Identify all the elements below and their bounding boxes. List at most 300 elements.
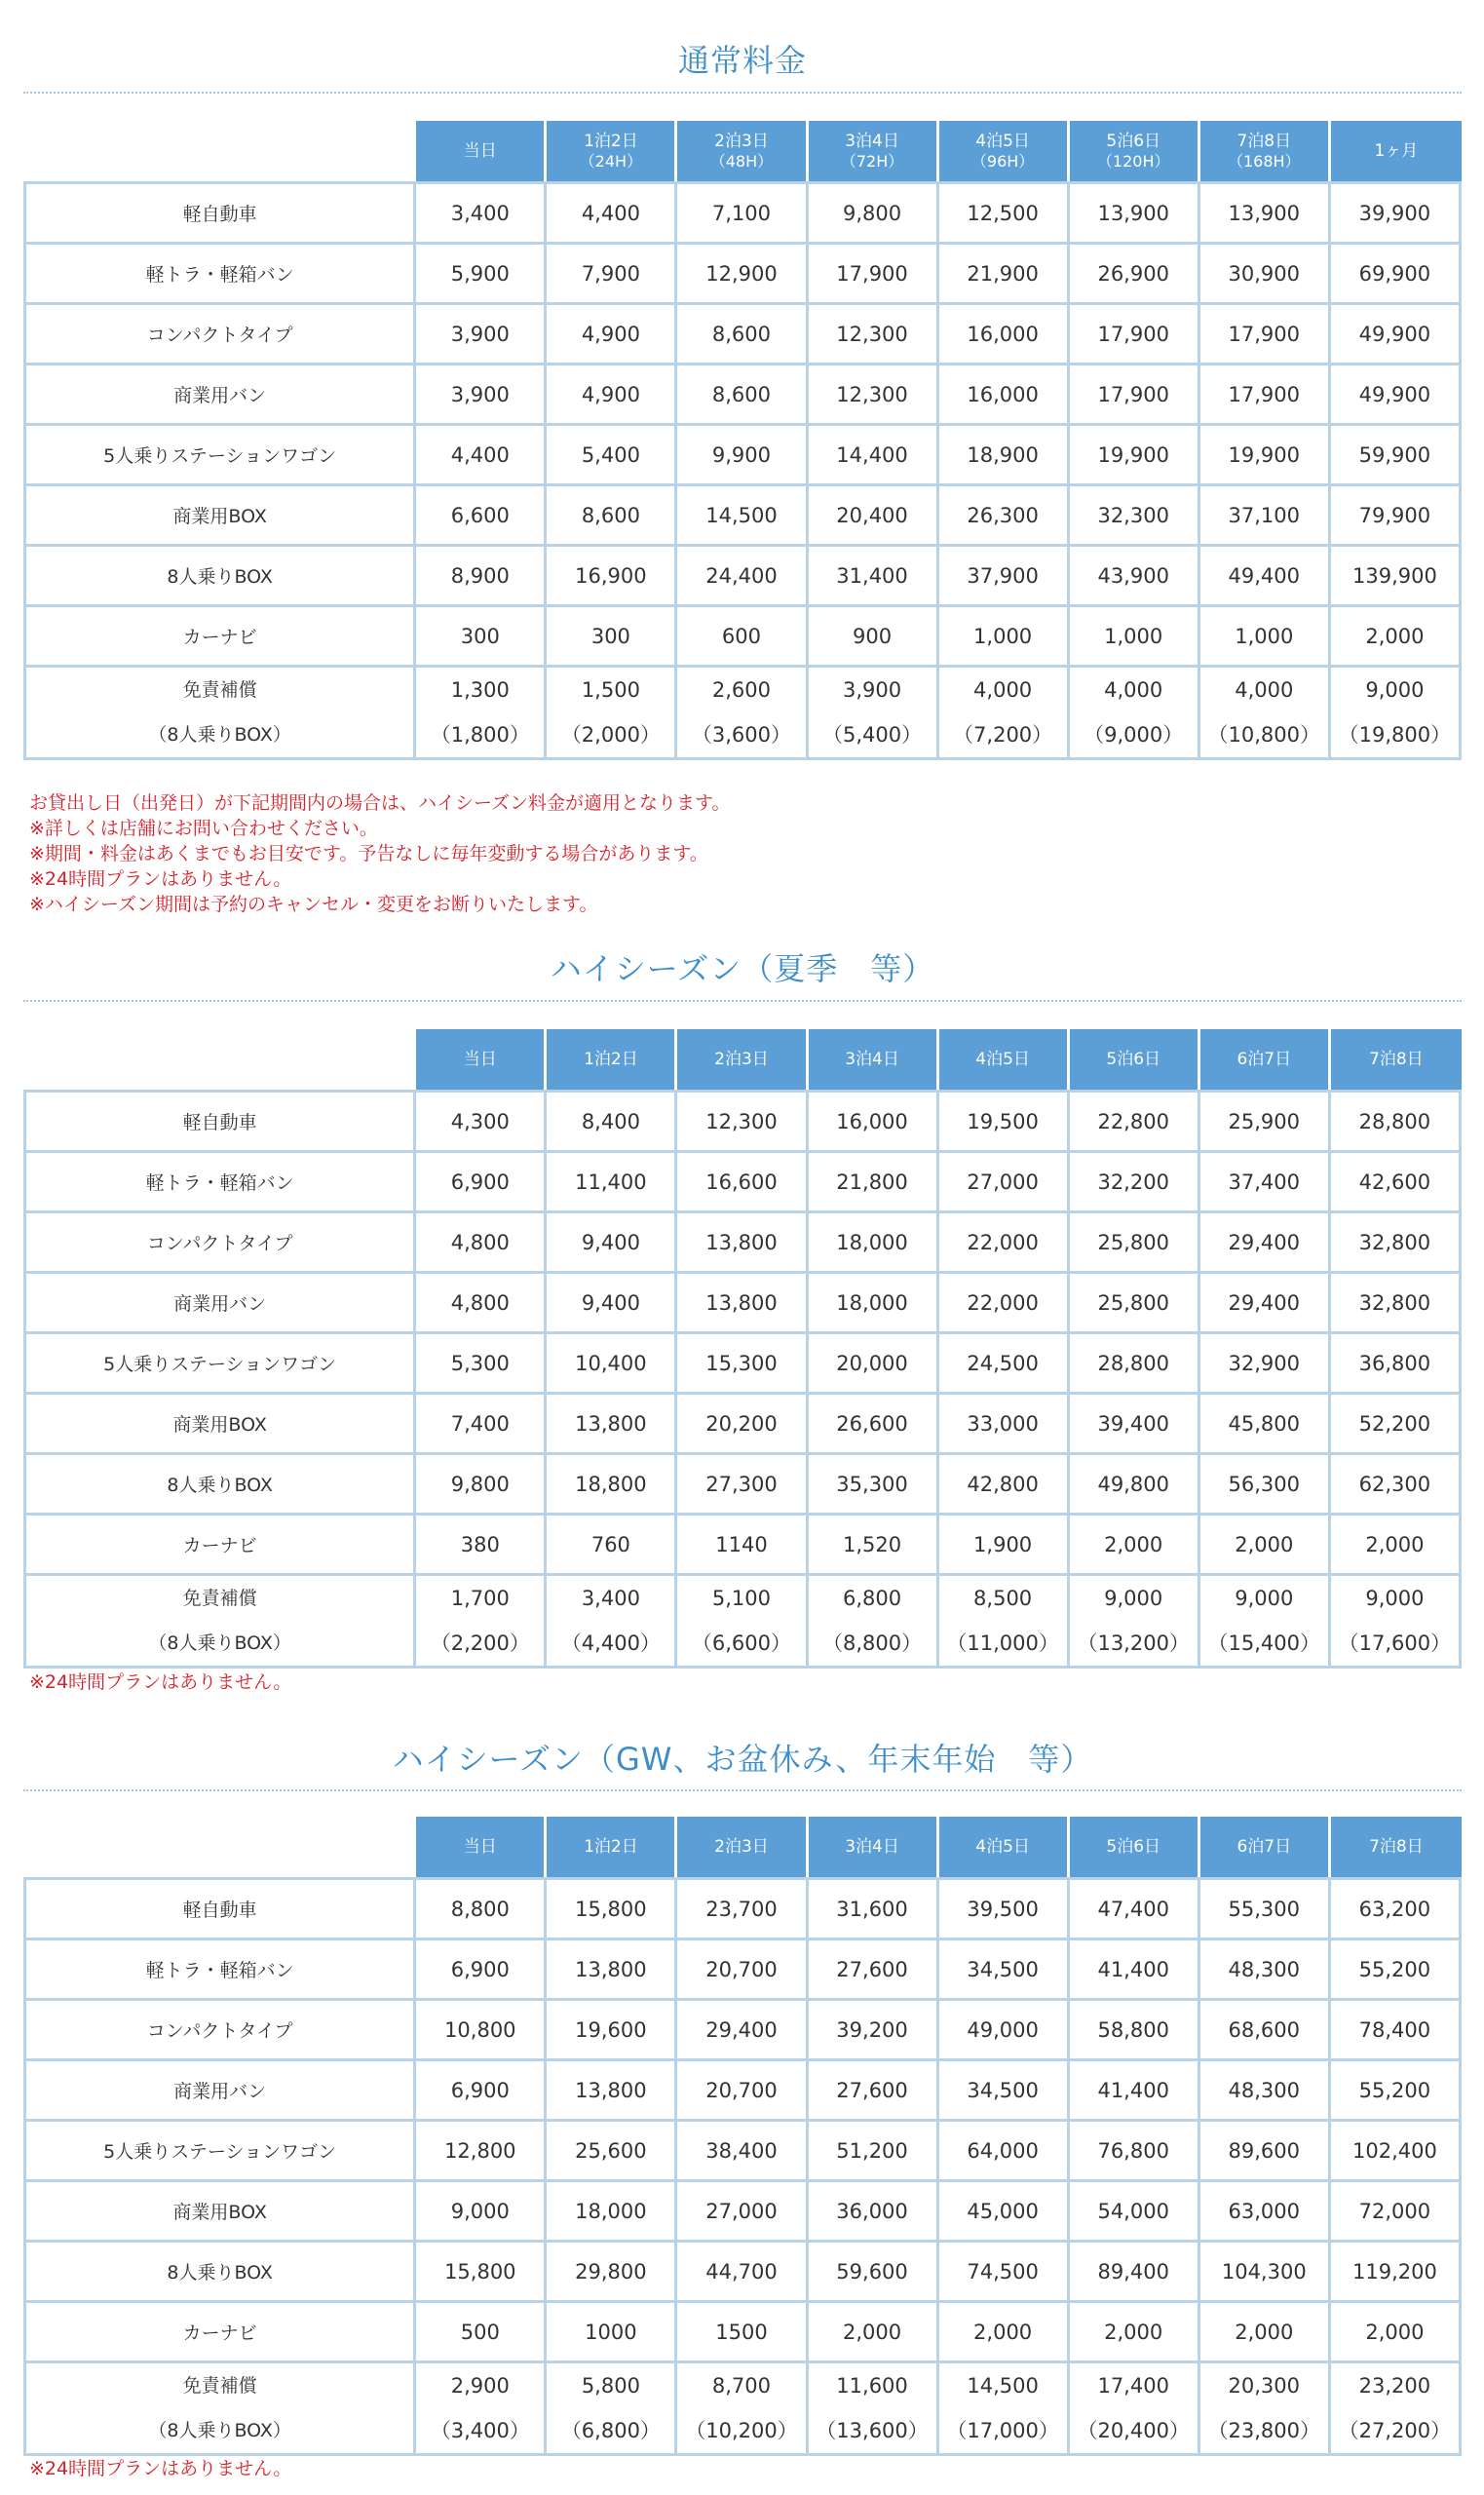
table-row [23,604,1462,665]
price-cell: 4,800 [416,1271,547,1331]
price-cell: 5,900 [416,242,547,302]
price-cell: 500 [416,2300,547,2361]
price-cell: 48,300 [1200,2058,1331,2119]
insurance-sub-price: （6,600） [691,1631,792,1655]
insurance-sub-price: （1,800） [430,723,530,747]
price-cell: 35,300 [809,1452,939,1513]
section-divider [23,1789,1462,1791]
price-cell: 8,800 [416,1877,547,1938]
price-cell: 1,000 [1070,604,1200,665]
table-row [23,1090,1462,1150]
price-cell: 32,900 [1200,1331,1331,1392]
insurance-sub-price: （8,800） [821,1631,923,1655]
insurance-sub-label: （8人乗りBOX） [148,724,291,746]
vehicle-label: コンパクトタイプ [23,1210,416,1271]
column-header-hours: （72H） [840,152,904,171]
section-title: ハイシーズン（GW、お盆休み、年末年始 等） [392,1741,1093,1778]
insurance-price-cell [547,665,677,760]
insurance-row [23,665,1462,760]
price-cell: 12,300 [809,302,939,363]
insurance-sub-price: （4,400） [560,1631,661,1655]
column-header-label: 2泊3日 [714,1050,769,1069]
price-cell: 39,400 [1070,1392,1200,1452]
column-header-label: 5泊6日 [1106,1050,1161,1069]
insurance-sub-price: （17,600） [1338,1631,1452,1655]
insurance-label: 免責補償 [182,679,257,701]
price-cell: 29,800 [547,2240,677,2300]
insurance-sub-price: （3,400） [430,2419,530,2442]
price-cell: 49,900 [1331,363,1462,423]
column-header-hours: （120H） [1096,152,1170,171]
price-cell: 104,300 [1200,2240,1331,2300]
column-header-label: 4泊5日 [975,1050,1030,1069]
price-cell: 12,300 [677,1090,808,1150]
insurance-sub-price: （11,000） [946,1631,1059,1655]
price-cell: 59,900 [1331,423,1462,483]
price-cell: 102,400 [1331,2119,1462,2179]
price-cell: 42,600 [1331,1150,1462,1210]
price-cell: 49,900 [1331,302,1462,363]
price-cell: 27,600 [809,1938,939,1998]
column-header-label: 当日 [463,141,497,161]
column-header-label: 3泊4日 [845,1837,899,1857]
column-header-label: 当日 [463,1050,497,1069]
column-header-label: 3泊4日 [845,132,899,151]
price-cell: 74,500 [939,2240,1070,2300]
price-cell: 37,400 [1200,1150,1331,1210]
column-header-label: 6泊7日 [1237,1837,1292,1857]
price-cell: 8,900 [416,544,547,604]
column-header [939,1817,1070,1877]
price-cell: 13,800 [677,1210,808,1271]
price-cell: 25,900 [1200,1090,1331,1150]
insurance-label: 免責補償 [182,2375,257,2397]
vehicle-label: 商業用バン [23,2058,416,2119]
table-row [23,544,1462,604]
insurance-price: 11,600 [836,2374,908,2398]
insurance-sub-price: （13,200） [1077,1631,1190,1655]
column-header-label: 4泊5日 [975,132,1030,151]
column-header [1200,121,1331,181]
price-cell: 11,400 [547,1150,677,1210]
table-row [23,1271,1462,1331]
insurance-price: 2,600 [711,678,772,702]
rate-table [23,121,1462,760]
rate-table [23,1817,1462,2456]
insurance-price: 1,300 [450,678,510,702]
insurance-row [23,1573,1462,1669]
price-cell: 49,400 [1200,544,1331,604]
price-cell: 43,900 [1070,544,1200,604]
price-cell: 10,400 [547,1331,677,1392]
price-cell: 39,500 [939,1877,1070,1938]
vehicle-label: 軽トラ・軽箱バン [23,1938,416,1998]
price-cell: 300 [416,604,547,665]
table-row [23,302,1462,363]
insurance-price-cell [1200,665,1331,760]
insurance-price: 1,700 [450,1587,510,1610]
price-cell: 1500 [677,2300,808,2361]
price-cell: 900 [809,604,939,665]
price-cell: 62,300 [1331,1452,1462,1513]
header-corner [23,1817,416,1877]
price-cell: 13,800 [547,1392,677,1452]
price-cell: 5,300 [416,1331,547,1392]
note-line: ※詳しくは店舗にお問い合わせください。 [29,818,378,839]
price-cell: 14,500 [677,483,808,544]
insurance-price-cell [677,2361,808,2456]
price-cell: 56,300 [1200,1452,1331,1513]
insurance-price-cell [1331,1573,1462,1669]
insurance-price-cell [677,665,808,760]
price-cell: 18,000 [809,1210,939,1271]
vehicle-label: 軽自動車 [23,181,416,242]
price-cell: 19,900 [1200,423,1331,483]
price-cell: 39,200 [809,1998,939,2058]
price-cell: 39,900 [1331,181,1462,242]
column-header-hours: （48H） [709,152,774,171]
price-cell: 38,400 [677,2119,808,2179]
price-cell: 20,700 [677,1938,808,1998]
price-cell: 78,400 [1331,1998,1462,2058]
column-header-label: 2泊3日 [714,132,769,151]
price-cell: 1000 [547,2300,677,2361]
insurance-price: 3,400 [581,1587,640,1610]
column-header-hours: （24H） [579,152,643,171]
vehicle-label: 軽自動車 [23,1090,416,1150]
price-cell: 1,000 [939,604,1070,665]
price-cell: 64,000 [939,2119,1070,2179]
column-header-label: 5泊6日 [1106,1837,1161,1857]
note-line: お貸出し日（出発日）が下記期間内の場合は、ハイシーズン料金が適用となります。 [29,792,731,814]
price-cell: 2,000 [1200,1513,1331,1573]
column-header [547,1817,677,1877]
notes-block [29,2456,291,2481]
table-row [23,1513,1462,1573]
price-cell: 45,800 [1200,1392,1331,1452]
price-cell: 19,600 [547,1998,677,2058]
column-header [1331,1029,1462,1090]
insurance-sub-price: （19,800） [1338,723,1452,747]
column-header [939,121,1070,181]
price-cell: 7,100 [677,181,808,242]
price-cell: 68,600 [1200,1998,1331,2058]
insurance-price: 8,700 [711,2374,772,2398]
column-header-label: 5泊6日 [1106,132,1161,151]
insurance-label-cell [23,1573,416,1669]
price-cell: 6,900 [416,1150,547,1210]
note-line: ※期間・料金はあくまでもお目安です。予告なしに毎年変動する場合があります。 [29,843,708,864]
insurance-price: 6,800 [842,1587,902,1610]
vehicle-label: 軽トラ・軽箱バン [23,242,416,302]
price-cell: 16,600 [677,1150,808,1210]
insurance-price-cell [1070,2361,1200,2456]
price-cell: 28,800 [1331,1090,1462,1150]
price-cell: 19,500 [939,1090,1070,1150]
column-header [1331,121,1462,181]
header-corner [23,1029,416,1090]
vehicle-label: 商業用バン [23,363,416,423]
insurance-sub-price: （2,000） [560,723,661,747]
insurance-sub-price: （2,200） [430,1631,530,1655]
table-row [23,2179,1462,2240]
price-cell: 27,000 [939,1150,1070,1210]
price-cell: 380 [416,1513,547,1573]
price-cell: 13,800 [547,1938,677,1998]
price-cell: 2,000 [1200,2300,1331,2361]
header-row [23,1029,1462,1090]
price-cell: 15,800 [416,2240,547,2300]
price-cell: 33,000 [939,1392,1070,1452]
price-cell: 19,900 [1070,423,1200,483]
price-cell: 22,800 [1070,1090,1200,1150]
price-cell: 20,000 [809,1331,939,1392]
vehicle-label: 商業用バン [23,1271,416,1331]
column-header-label: 3泊4日 [845,1050,899,1069]
price-cell: 2,000 [1070,2300,1200,2361]
price-cell: 2,000 [1331,604,1462,665]
price-cell: 26,600 [809,1392,939,1452]
insurance-price: 2,900 [450,2374,510,2398]
insurance-price: 5,100 [711,1587,772,1610]
column-header-label: 当日 [463,1837,497,1857]
price-cell: 31,600 [809,1877,939,1938]
insurance-price-cell [547,1573,677,1669]
price-cell: 48,300 [1200,1938,1331,1998]
price-cell: 34,500 [939,1938,1070,1998]
price-cell: 37,900 [939,544,1070,604]
price-cell: 32,800 [1331,1271,1462,1331]
insurance-price: 5,800 [581,2374,640,2398]
price-cell: 12,900 [677,242,808,302]
price-cell: 2,000 [939,2300,1070,2361]
price-cell: 49,000 [939,1998,1070,2058]
price-cell: 1,900 [939,1513,1070,1573]
price-cell: 119,200 [1331,2240,1462,2300]
column-header [416,1817,547,1877]
table-row [23,1392,1462,1452]
note-line: ※24時間プランはありません。 [29,1671,292,1693]
vehicle-label: コンパクトタイプ [23,302,416,363]
price-cell: 6,900 [416,2058,547,2119]
insurance-sub-price: （6,800） [560,2419,661,2442]
column-header-label: 7泊8日 [1237,132,1292,151]
note-line: ※24時間プランはありません。 [29,868,292,890]
insurance-price-cell [1331,665,1462,760]
column-header-label: 6泊7日 [1237,1050,1292,1069]
price-cell: 18,800 [547,1452,677,1513]
column-header-label: 1泊2日 [584,1837,638,1857]
price-cell: 34,500 [939,2058,1070,2119]
rate-table [23,1029,1462,1669]
insurance-sub-price: （7,200） [953,723,1053,747]
price-cell: 9,400 [547,1210,677,1271]
price-cell: 1140 [677,1513,808,1573]
price-cell: 24,400 [677,544,808,604]
price-cell: 2,000 [809,2300,939,2361]
price-cell: 41,400 [1070,1938,1200,1998]
price-cell: 300 [547,604,677,665]
section-title: ハイシーズン（夏季 等） [550,950,935,987]
price-cell: 58,800 [1070,1998,1200,2058]
price-cell: 6,900 [416,1938,547,1998]
price-cell: 89,400 [1070,2240,1200,2300]
price-cell: 6,600 [416,483,547,544]
price-cell: 25,800 [1070,1271,1200,1331]
table-row [23,1998,1462,2058]
price-cell: 18,000 [547,2179,677,2240]
price-cell: 18,000 [809,1271,939,1331]
price-cell: 13,900 [1070,181,1200,242]
price-cell: 8,400 [547,1090,677,1150]
column-header [677,1817,808,1877]
column-header-label: 1泊2日 [584,132,638,151]
price-cell: 9,800 [416,1452,547,1513]
table-row [23,2240,1462,2300]
price-cell: 9,800 [809,181,939,242]
insurance-price-cell [1200,2361,1331,2456]
price-cell: 600 [677,604,808,665]
price-cell: 21,900 [939,242,1070,302]
vehicle-label: 5人乗りステーションワゴン [23,2119,416,2179]
price-cell: 45,000 [939,2179,1070,2240]
insurance-price: 14,500 [967,2374,1039,2398]
price-cell: 15,800 [547,1877,677,1938]
price-cell: 17,900 [1070,302,1200,363]
insurance-sub-price: （15,400） [1207,1631,1321,1655]
vehicle-label: カーナビ [23,2300,416,2361]
insurance-sub-price: （13,600） [816,2419,929,2442]
vehicle-label: 商業用BOX [23,1392,416,1452]
price-cell: 4,400 [547,181,677,242]
price-cell: 26,300 [939,483,1070,544]
price-cell: 13,800 [547,2058,677,2119]
insurance-price: 9,000 [1104,1587,1163,1610]
vehicle-label: 8人乗りBOX [23,1452,416,1513]
price-cell: 24,500 [939,1331,1070,1392]
vehicle-label: 8人乗りBOX [23,544,416,604]
table-row [23,1877,1462,1938]
price-cell: 10,800 [416,1998,547,2058]
column-header [677,121,808,181]
price-cell: 4,800 [416,1210,547,1271]
table-row [23,181,1462,242]
insurance-sub-price: （5,400） [821,723,923,747]
table-row [23,483,1462,544]
price-cell: 55,300 [1200,1877,1331,1938]
price-cell: 22,000 [939,1271,1070,1331]
insurance-sub-label: （8人乗りBOX） [148,2420,291,2441]
table-row [23,2119,1462,2179]
price-cell: 30,900 [1200,242,1331,302]
vehicle-label: 8人乗りBOX [23,2240,416,2300]
price-cell: 79,900 [1331,483,1462,544]
column-header [809,121,939,181]
price-cell: 31,400 [809,544,939,604]
price-cell: 13,900 [1200,181,1331,242]
insurance-price-cell [809,665,939,760]
price-cell: 9,400 [547,1271,677,1331]
table-row [23,2300,1462,2361]
vehicle-label: 5人乗りステーションワゴン [23,423,416,483]
column-header [809,1817,939,1877]
price-cell: 1,000 [1200,604,1331,665]
price-cell: 54,000 [1070,2179,1200,2240]
column-header-label: 7泊8日 [1369,1050,1424,1069]
price-cell: 26,900 [1070,242,1200,302]
section-divider [23,1000,1462,1002]
notes-block [29,790,731,917]
price-cell: 47,400 [1070,1877,1200,1938]
price-cell: 21,800 [809,1150,939,1210]
price-cell: 51,200 [809,2119,939,2179]
insurance-sub-price: （23,800） [1207,2419,1321,2442]
vehicle-label: カーナビ [23,604,416,665]
vehicle-label: カーナビ [23,1513,416,1573]
column-header-label: 1ヶ月 [1374,141,1419,161]
insurance-price-cell [809,1573,939,1669]
vehicle-label: 5人乗りステーションワゴン [23,1331,416,1392]
price-cell: 22,000 [939,1210,1070,1271]
column-header [1070,121,1200,181]
table-row [23,1938,1462,1998]
price-cell: 16,000 [939,363,1070,423]
column-header-hours: （96H） [970,152,1035,171]
header-corner [23,121,416,181]
price-cell: 23,700 [677,1877,808,1938]
insurance-sub-price: （17,000） [946,2419,1059,2442]
price-cell: 29,400 [677,1998,808,2058]
price-cell: 2,000 [1070,1513,1200,1573]
price-cell: 27,600 [809,2058,939,2119]
insurance-price: 20,300 [1228,2374,1301,2398]
price-cell: 32,300 [1070,483,1200,544]
column-header [809,1029,939,1090]
price-cell: 7,900 [547,242,677,302]
price-cell: 29,400 [1200,1271,1331,1331]
price-cell: 37,100 [1200,483,1331,544]
price-cell: 55,200 [1331,2058,1462,2119]
insurance-price: 4,000 [1104,678,1163,702]
insurance-price: 23,200 [1358,2374,1431,2398]
table-row [23,423,1462,483]
insurance-price: 1,500 [581,678,640,702]
column-header [1331,1817,1462,1877]
insurance-price: 9,000 [1235,1587,1294,1610]
price-cell: 17,900 [1070,363,1200,423]
column-header-hours: （168H） [1227,152,1301,171]
insurance-row [23,2361,1462,2456]
price-cell: 3,900 [416,302,547,363]
insurance-price-cell [1070,1573,1200,1669]
insurance-price-cell [939,2361,1070,2456]
price-cell: 59,600 [809,2240,939,2300]
insurance-price-cell [547,2361,677,2456]
insurance-sub-price: （9,000） [1084,723,1184,747]
insurance-price-cell [416,665,547,760]
price-cell: 63,000 [1200,2179,1331,2240]
table-row [23,363,1462,423]
vehicle-label: 商業用BOX [23,483,416,544]
price-cell: 72,000 [1331,2179,1462,2240]
vehicle-label: 軽自動車 [23,1877,416,1938]
insurance-price-cell [416,2361,547,2456]
price-cell: 9,000 [416,2179,547,2240]
insurance-label: 免責補償 [182,1588,257,1609]
vehicle-label: コンパクトタイプ [23,1998,416,2058]
price-cell: 28,800 [1070,1331,1200,1392]
price-cell: 32,200 [1070,1150,1200,1210]
